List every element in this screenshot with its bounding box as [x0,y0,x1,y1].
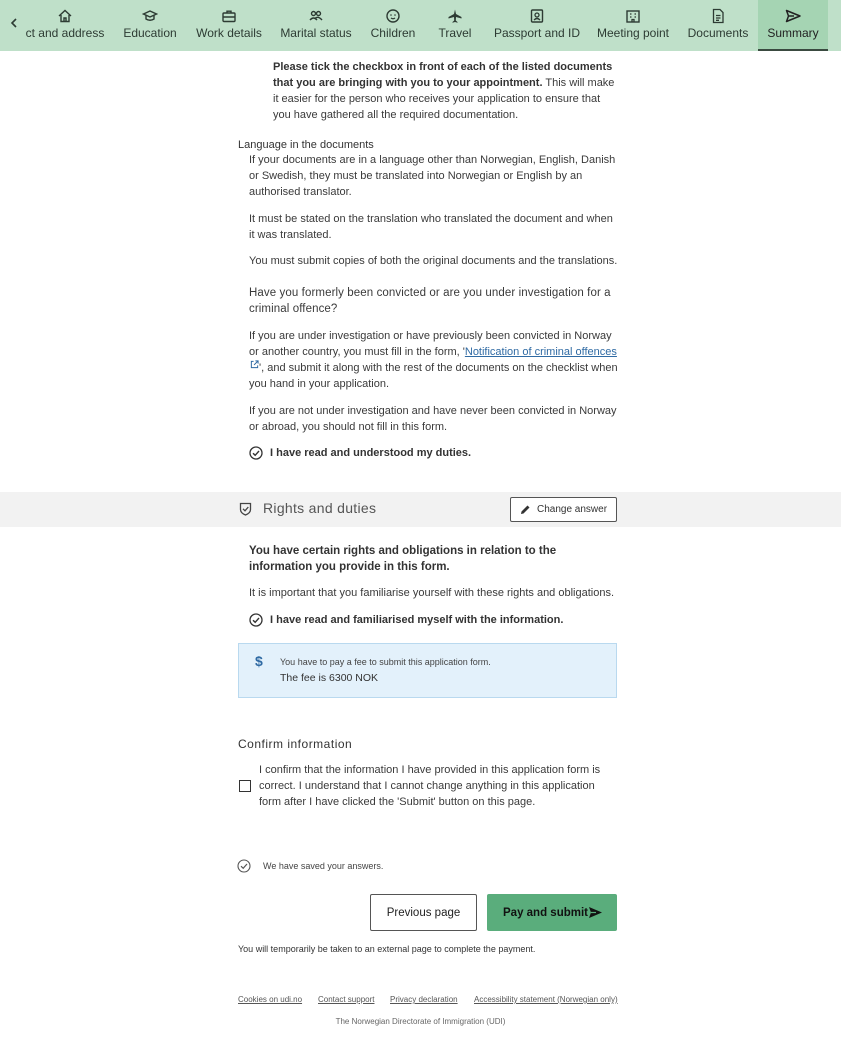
nav-tab-label: ct and address [25,26,105,40]
nav-tab-label: Travel [438,26,472,40]
graduation-cap-icon [142,8,158,24]
id-card-icon [529,8,545,24]
rights-intro-bold: You have certain rights and obligations in relation to the information you provide in this form. [249,545,557,573]
airplane-icon [447,8,463,24]
nav-tab-label: Passport and ID [493,26,581,40]
nav-tab-label: Work details [196,26,262,40]
previous-page-button[interactable]: Previous page [370,894,477,931]
nav-tab-children[interactable] [366,0,420,51]
building-icon [625,8,641,24]
checklist-bold-text: Please tick the checkbox in front of each of the listed documents that you are bringing with you to your appointment. [273,61,613,89]
payment-note: You will temporarily be taken to an external page to complete the payment. [238,944,536,954]
send-icon [588,906,603,919]
dollar-icon: $ [255,653,263,669]
nav-tab-travel[interactable] [432,0,478,51]
shield-check-icon [239,502,252,516]
rights-section-title: Rights and duties [263,500,377,516]
nav-tab-work-details[interactable] [192,0,266,51]
criminal-text-before: If you are under investigation or have previously been convicted in Norway or another country, you must fill in the form, ' [249,330,612,358]
check-circle-icon [249,613,263,627]
rights-confirmation: I have read and familiarised myself with the information. [270,614,564,626]
nav-tab-contact-address[interactable] [24,0,106,51]
checklist-instructions [273,59,618,123]
criminal-question: Have you formerly been convicted or are you under investigation for a criminal offence? [249,287,611,315]
nav-tab-label: Summary [767,26,819,40]
footer-link-accessibility[interactable]: Accessibility statement (Norwegian only) [474,995,618,1004]
saved-check-icon [237,859,251,873]
duties-confirmation: I have read and understood my duties. [270,447,472,459]
confirm-checkbox-label: I confirm that the information I have provided in this application form is correct. I understand that I cannot change anything in this application form after I have clicked the 'Submit' button on this page. [259,764,601,808]
nav-tab-education[interactable] [116,0,184,51]
chevron-left-icon[interactable] [6,14,22,32]
pencil-icon [520,504,531,515]
pay-and-submit-button[interactable] [487,894,617,931]
rights-intro: It is important that you familiarise yourself with these rights and obligations. [249,587,615,599]
criminal-paragraph-2: If you are not under investigation and have never been convicted in Norway or abroad, you should not fill in this form. [249,405,617,433]
rights-section-header [0,492,841,527]
saved-status: We have saved your answers. [263,861,384,871]
nav-tab-summary[interactable] [758,0,828,51]
child-face-icon [385,8,401,24]
pay-and-submit-label: Pay and submit [503,906,588,919]
nav-tab-label: Children [370,26,416,40]
document-icon [710,8,726,24]
confirm-heading: Confirm information [238,737,353,751]
briefcase-icon [221,8,237,24]
nav-tab-meeting-point[interactable] [594,0,672,51]
nav-tab-label: Meeting point [596,26,670,40]
criminal-paragraph-1 [249,328,621,392]
language-paragraph-1: If your documents are in a language other than Norwegian, English, Danish or Swedish, they must be translated into Norwegian or English by an authorised translator. [249,154,616,198]
language-heading: Language in the documents [238,139,374,151]
criminal-text-after: ', and submit it along with the rest of the documents on the checklist when you hand in your application. [249,362,618,390]
language-paragraph-2: It must be stated on the translation who translated the document and when it was translated. [249,213,613,241]
nav-tab-marital-status[interactable] [276,0,356,51]
nav-tab-label: Marital status [280,26,352,40]
footer-organization: The Norwegian Directorate of Immigration (UDI) [335,1017,506,1026]
confirm-checkbox[interactable] [239,780,251,792]
nav-tab-documents[interactable] [684,0,752,51]
house-icon [57,8,73,24]
criminal-link-label: Notification of criminal offences [464,346,617,358]
language-paragraph-3: You must submit copies of both the original documents and the translations. [249,255,618,267]
fee-info-box [238,643,617,698]
nav-tab-label: Education [123,26,177,40]
external-link-icon [250,360,259,369]
change-answer-button[interactable] [510,497,617,522]
footer-link-cookies[interactable]: Cookies on udi.no [238,995,303,1004]
footer-link-contact-support[interactable]: Contact support [318,995,375,1004]
fee-line-1: You have to pay a fee to submit this application form. [280,657,491,667]
top-navigation [0,0,841,51]
people-icon [308,8,324,24]
fee-amount: The fee is 6300 NOK [280,672,379,684]
change-answer-label: Change answer [537,504,608,515]
footer-link-privacy[interactable]: Privacy declaration [390,995,458,1004]
nav-tab-label: Documents [687,26,749,40]
check-circle-icon [249,446,263,460]
nav-tab-passport-id[interactable] [490,0,584,51]
send-icon [785,8,801,24]
checklist-text: This will make it easier for the person who receives your application to ensure that you have gathered all the required documentation. [273,77,615,121]
